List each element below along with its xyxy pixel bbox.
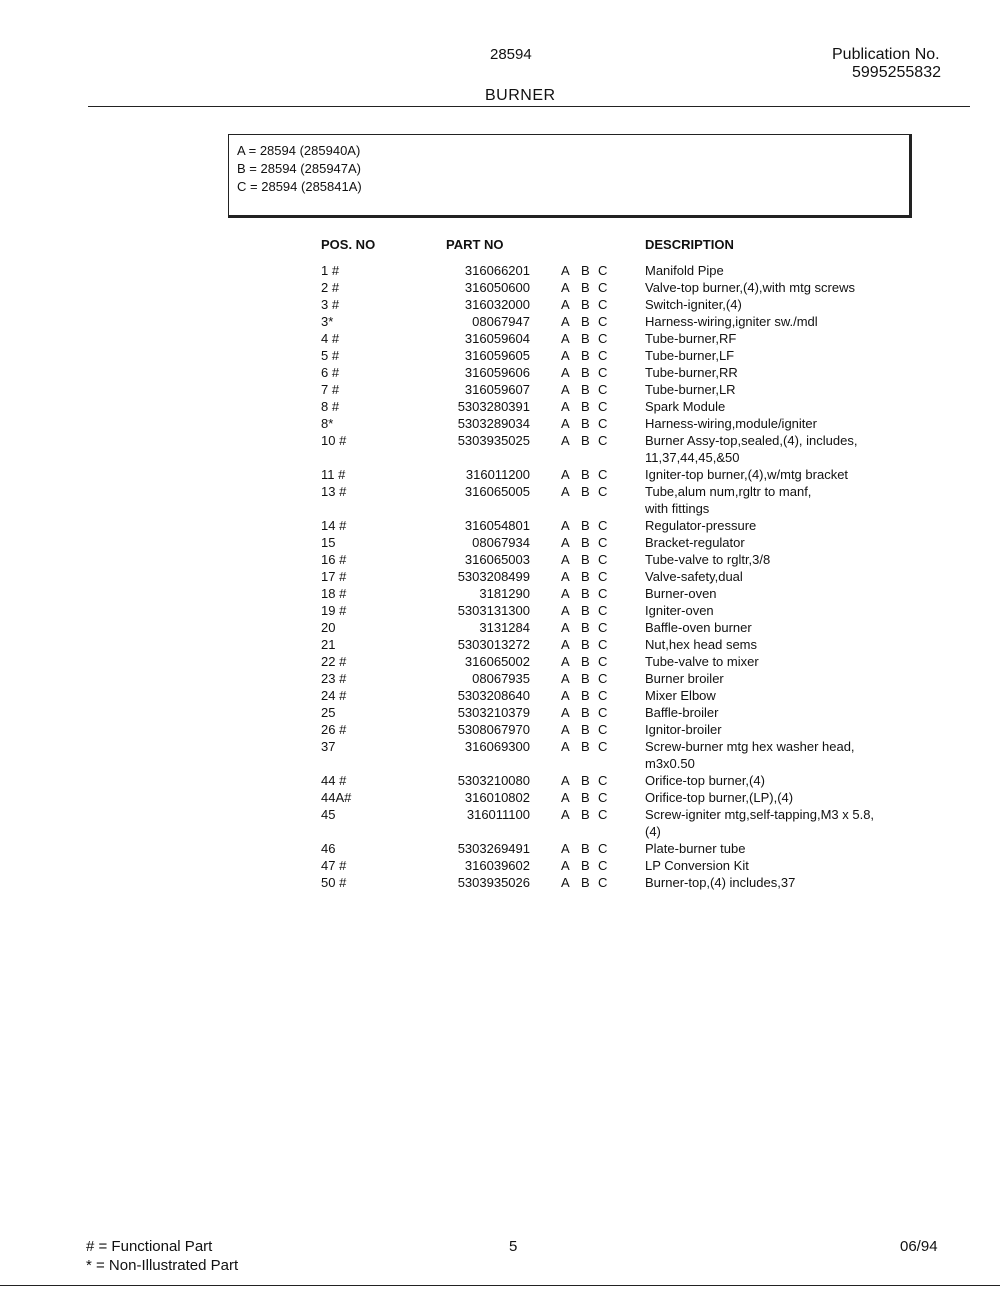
model-a-flag: A (561, 331, 570, 346)
description-cell: Tube-burner,RF (645, 331, 737, 346)
model-c-flag: C (598, 841, 608, 856)
pos-cell: 45 (321, 807, 336, 822)
model-b-flag: B (581, 875, 590, 890)
model-b-flag: B (581, 416, 590, 431)
model-b-flag: B (581, 620, 590, 635)
model-b-flag: B (581, 280, 590, 295)
pos-cell: 37 (321, 739, 336, 754)
pos-cell: 47 # (321, 858, 347, 873)
legend-line-a: A = 28594 (285940A) (237, 143, 361, 158)
model-a-flag: A (561, 263, 570, 278)
model-a-flag: A (561, 773, 570, 788)
table-row (0, 858, 1000, 875)
description-cell: Orifice-top burner,(LP),(4) (645, 790, 794, 805)
pos-cell: 18 # (321, 586, 347, 601)
model-a-flag: A (561, 535, 570, 550)
legend-line-b: B = 28594 (285947A) (237, 161, 362, 176)
table-row (0, 416, 1000, 433)
table-row (0, 382, 1000, 399)
part-number-cell: 316065003 (464, 552, 530, 567)
pos-cell: 46 (321, 841, 336, 856)
model-a-flag: A (561, 841, 570, 856)
table-row (0, 654, 1000, 671)
model-c-flag: C (598, 535, 608, 550)
part-number-cell: 08067935 (472, 671, 530, 686)
column-header-description: DESCRIPTION (645, 237, 734, 252)
functional-part-note: # = Functional Part (86, 1238, 213, 1255)
model-a-flag: A (561, 365, 570, 380)
pos-cell: 4 # (321, 331, 340, 346)
model-a-flag: A (561, 637, 570, 652)
model-c-flag: C (598, 620, 608, 635)
model-a-flag: A (561, 348, 570, 363)
table-row (0, 399, 1000, 416)
part-number-cell: 5303131300 (457, 603, 530, 618)
part-number-cell: 316059606 (464, 365, 530, 380)
part-number-cell: 5303210080 (457, 773, 530, 788)
description-cell: Baffle-oven burner (645, 620, 752, 635)
model-b-flag: B (581, 297, 590, 312)
model-b-flag: B (581, 552, 590, 567)
model-number: 28594 (490, 46, 532, 63)
model-b-flag: B (581, 586, 590, 601)
pos-cell: 5 # (321, 348, 340, 363)
table-row (0, 671, 1000, 688)
table-row (0, 586, 1000, 603)
model-b-flag: B (581, 382, 590, 397)
model-b-flag: B (581, 739, 590, 754)
table-row (0, 348, 1000, 365)
table-row (0, 603, 1000, 620)
model-c-flag: C (598, 858, 608, 873)
model-c-flag: C (598, 365, 608, 380)
description-cell: Mixer Elbow (645, 688, 716, 703)
model-a-flag: A (561, 433, 570, 448)
model-c-flag: C (598, 297, 608, 312)
part-number-cell: 08067947 (472, 314, 530, 329)
description-cell: Manifold Pipe (645, 263, 724, 278)
description-cell: Baffle-broiler (645, 705, 719, 720)
pos-cell: 50 # (321, 875, 347, 890)
model-b-flag: B (581, 263, 590, 278)
model-c-flag: C (598, 688, 608, 703)
pos-cell: 2 # (321, 280, 340, 295)
model-a-flag: A (561, 671, 570, 686)
model-c-flag: C (598, 705, 608, 720)
description-cell: Igniter-oven (645, 603, 714, 618)
model-b-flag: B (581, 314, 590, 329)
description-cell: Harness-wiring,igniter sw./mdl (645, 314, 818, 329)
table-row (0, 569, 1000, 586)
model-b-flag: B (581, 858, 590, 873)
table-row (0, 637, 1000, 654)
description-cell: Harness-wiring,module/igniter (645, 416, 817, 431)
description-cell: Valve-top burner,(4),with mtg screws (645, 280, 855, 295)
description-cell: Switch-igniter,(4) (645, 297, 742, 312)
pos-cell: 14 # (321, 518, 347, 533)
model-c-flag: C (598, 637, 608, 652)
description-cell: Screw-igniter mtg,self-tapping,M3 x 5.8, (645, 807, 875, 822)
table-row (0, 263, 1000, 280)
description-continuation: with fittings (645, 501, 710, 516)
section-title: BURNER (485, 87, 556, 104)
pos-cell: 21 (321, 637, 336, 652)
pos-cell: 44A# (321, 790, 352, 805)
part-number-cell: 3131284 (479, 620, 530, 635)
model-c-flag: C (598, 416, 608, 431)
table-row (0, 773, 1000, 790)
footer-divider (0, 1285, 1000, 1286)
table-row (0, 314, 1000, 331)
pos-cell: 24 # (321, 688, 347, 703)
model-c-flag: C (598, 467, 608, 482)
part-number-cell: 316065002 (464, 654, 530, 669)
model-a-flag: A (561, 739, 570, 754)
description-continuation: 11,37,44,45,&50 (645, 450, 740, 465)
table-row (0, 739, 1000, 771)
model-b-flag: B (581, 637, 590, 652)
model-c-flag: C (598, 433, 608, 448)
part-number-cell: 5303935026 (457, 875, 530, 890)
pos-cell: 20 (321, 620, 336, 635)
description-cell: Burner-top,(4) includes,37 (645, 875, 796, 890)
model-a-flag: A (561, 603, 570, 618)
description-cell: Regulator-pressure (645, 518, 757, 533)
table-row (0, 365, 1000, 382)
pos-cell: 11 # (321, 467, 346, 482)
part-number-cell: 5303269491 (457, 841, 530, 856)
part-number-cell: 316032000 (464, 297, 530, 312)
part-number-cell: 316011200 (465, 467, 530, 482)
model-b-flag: B (581, 688, 590, 703)
model-c-flag: C (598, 331, 608, 346)
description-cell: Ignitor-broiler (645, 722, 722, 737)
model-c-flag: C (598, 671, 608, 686)
part-number-cell: 316066201 (464, 263, 530, 278)
model-legend-box (228, 134, 912, 218)
model-c-flag: C (598, 586, 608, 601)
column-header-part: PART NO (446, 237, 504, 252)
pos-cell: 3 # (321, 297, 340, 312)
model-a-flag: A (561, 807, 570, 822)
part-number-cell: 316059604 (464, 331, 530, 346)
table-row (0, 722, 1000, 739)
model-a-flag: A (561, 382, 570, 397)
model-c-flag: C (598, 739, 608, 754)
part-number-cell: 316069300 (464, 739, 530, 754)
table-row (0, 790, 1000, 807)
part-number-cell: 316039602 (464, 858, 530, 873)
description-cell: Nut,hex head sems (645, 637, 758, 652)
model-a-flag: A (561, 416, 570, 431)
description-cell: Tube-valve to rgltr,3/8 (645, 552, 771, 567)
publication-number: 5995255832 (852, 64, 941, 81)
model-b-flag: B (581, 705, 590, 720)
model-a-flag: A (561, 586, 570, 601)
part-number-cell: 316059607 (464, 382, 530, 397)
model-a-flag: A (561, 467, 570, 482)
model-c-flag: C (598, 722, 608, 737)
model-c-flag: C (598, 552, 608, 567)
model-c-flag: C (598, 790, 608, 805)
model-a-flag: A (561, 552, 570, 567)
part-number-cell: 5303280391 (457, 399, 530, 414)
description-cell: Tube-valve to mixer (645, 654, 759, 669)
pos-cell: 13 # (321, 484, 347, 499)
pos-cell: 16 # (321, 552, 347, 567)
model-a-flag: A (561, 314, 570, 329)
model-c-flag: C (598, 569, 608, 584)
model-b-flag: B (581, 807, 590, 822)
description-continuation: (4) (645, 824, 661, 839)
description-cell: Plate-burner tube (645, 841, 746, 856)
pos-cell: 1 # (321, 263, 340, 278)
model-a-flag: A (561, 518, 570, 533)
table-row (0, 433, 1000, 465)
model-c-flag: C (598, 518, 608, 533)
model-c-flag: C (598, 263, 608, 278)
description-cell: Spark Module (645, 399, 726, 414)
table-row (0, 620, 1000, 637)
column-header-pos: POS. NO (321, 237, 376, 252)
part-number-cell: 316065005 (464, 484, 530, 499)
model-b-flag: B (581, 603, 590, 618)
model-b-flag: B (581, 399, 590, 414)
description-cell: Bracket-regulator (645, 535, 745, 550)
model-c-flag: C (598, 603, 608, 618)
model-c-flag: C (598, 875, 608, 890)
publication-label: Publication No. (832, 46, 940, 63)
model-c-flag: C (598, 773, 608, 788)
table-row (0, 552, 1000, 569)
description-cell: Orifice-top burner,(4) (645, 773, 765, 788)
model-b-flag: B (581, 790, 590, 805)
pos-cell: 26 # (321, 722, 347, 737)
model-a-flag: A (561, 858, 570, 873)
model-a-flag: A (561, 280, 570, 295)
table-row (0, 484, 1000, 516)
part-number-cell: 5303935025 (457, 433, 530, 448)
non-illustrated-part-note: * = Non-Illustrated Part (86, 1257, 239, 1274)
model-a-flag: A (561, 654, 570, 669)
pos-cell: 8* (321, 416, 334, 431)
model-c-flag: C (598, 807, 608, 822)
description-cell: Burner broiler (645, 671, 724, 686)
description-cell: Valve-safety,dual (645, 569, 743, 584)
header-divider (88, 106, 970, 107)
part-number-cell: 3181290 (479, 586, 530, 601)
model-c-flag: C (598, 399, 608, 414)
model-c-flag: C (598, 382, 608, 397)
model-b-flag: B (581, 365, 590, 380)
part-number-cell: 316010802 (464, 790, 530, 805)
table-row (0, 841, 1000, 858)
pos-cell: 6 # (321, 365, 340, 380)
pos-cell: 19 # (321, 603, 347, 618)
model-a-flag: A (561, 297, 570, 312)
part-number-cell: 5303208640 (457, 688, 530, 703)
table-row (0, 518, 1000, 535)
model-b-flag: B (581, 484, 590, 499)
table-row (0, 705, 1000, 722)
description-continuation: m3x0.50 (645, 756, 695, 771)
model-a-flag: A (561, 875, 570, 890)
part-number-cell: 316050600 (464, 280, 530, 295)
model-b-flag: B (581, 518, 590, 533)
legend-line-c: C = 28594 (285841A) (237, 179, 362, 194)
publication-date: 06/94 (900, 1238, 938, 1255)
model-b-flag: B (581, 467, 590, 482)
model-b-flag: B (581, 654, 590, 669)
model-c-flag: C (598, 484, 608, 499)
model-b-flag: B (581, 671, 590, 686)
description-cell: Tube-burner,LR (645, 382, 736, 397)
model-c-flag: C (598, 280, 608, 295)
model-b-flag: B (581, 722, 590, 737)
model-a-flag: A (561, 399, 570, 414)
pos-cell: 25 (321, 705, 336, 720)
pos-cell: 44 # (321, 773, 347, 788)
part-number-cell: 5303289034 (457, 416, 530, 431)
description-cell: Igniter-top burner,(4),w/mtg bracket (645, 467, 849, 482)
table-row (0, 807, 1000, 839)
pos-cell: 10 # (321, 433, 347, 448)
model-a-flag: A (561, 620, 570, 635)
pos-cell: 22 # (321, 654, 347, 669)
model-a-flag: A (561, 790, 570, 805)
table-row (0, 331, 1000, 348)
description-cell: Tube-burner,LF (645, 348, 735, 363)
page-number: 5 (509, 1238, 518, 1255)
part-number-cell: 316054801 (464, 518, 530, 533)
model-a-flag: A (561, 705, 570, 720)
part-number-cell: 5303208499 (457, 569, 530, 584)
model-a-flag: A (561, 688, 570, 703)
part-number-cell: 5303013272 (457, 637, 530, 652)
model-b-flag: B (581, 348, 590, 363)
part-number-cell: 5303210379 (457, 705, 530, 720)
model-c-flag: C (598, 348, 608, 363)
model-a-flag: A (561, 569, 570, 584)
description-cell: Burner Assy-top,sealed,(4), includes, (645, 433, 858, 448)
description-cell: Screw-burner mtg hex washer head, (645, 739, 855, 754)
model-b-flag: B (581, 773, 590, 788)
model-b-flag: B (581, 841, 590, 856)
pos-cell: 15 (321, 535, 336, 550)
pos-cell: 17 # (321, 569, 347, 584)
part-number-cell: 316011100 (466, 807, 530, 822)
pos-cell: 23 # (321, 671, 347, 686)
model-a-flag: A (561, 722, 570, 737)
model-a-flag: A (561, 484, 570, 499)
description-cell: Tube-burner,RR (645, 365, 738, 380)
description-cell: LP Conversion Kit (645, 858, 749, 873)
description-cell: Tube,alum num,rgltr to manf, (645, 484, 812, 499)
pos-cell: 8 # (321, 399, 340, 414)
part-number-cell: 08067934 (472, 535, 530, 550)
description-cell: Burner-oven (645, 586, 717, 601)
table-row (0, 297, 1000, 314)
table-row (0, 688, 1000, 705)
model-c-flag: C (598, 654, 608, 669)
model-b-flag: B (581, 535, 590, 550)
model-b-flag: B (581, 331, 590, 346)
pos-cell: 3* (321, 314, 334, 329)
table-row (0, 875, 1000, 892)
model-b-flag: B (581, 569, 590, 584)
table-row (0, 467, 1000, 484)
pos-cell: 7 # (321, 382, 340, 397)
table-row (0, 280, 1000, 297)
part-number-cell: 5308067970 (457, 722, 530, 737)
table-row (0, 535, 1000, 552)
model-b-flag: B (581, 433, 590, 448)
part-number-cell: 316059605 (464, 348, 530, 363)
model-c-flag: C (598, 314, 608, 329)
